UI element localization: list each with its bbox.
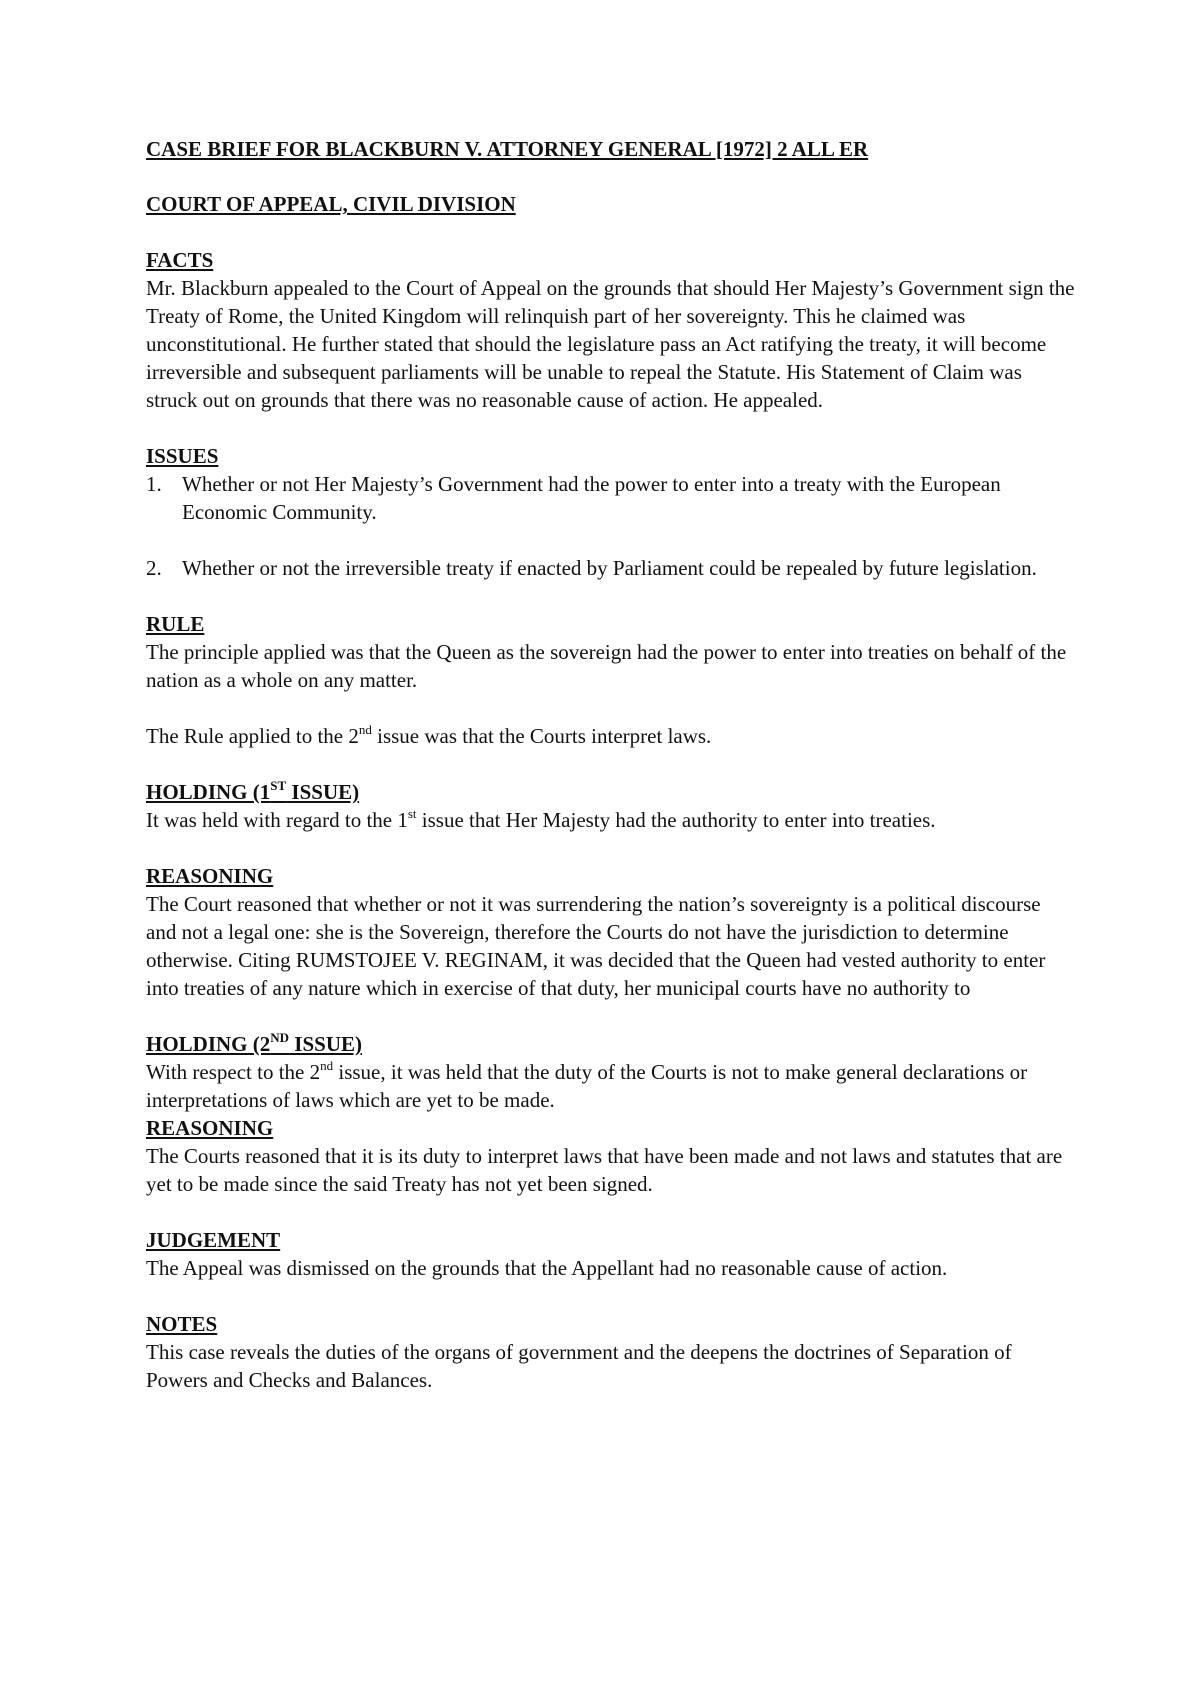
heading-part: HOLDING (2 (146, 1032, 271, 1056)
holding-first-heading (146, 778, 1076, 806)
heading-part: ISSUE) (289, 1032, 362, 1056)
rule-second-issue-text (146, 722, 1076, 750)
ordinal-suffix: ST (270, 778, 287, 793)
heading-part: ISSUE) (286, 780, 360, 804)
holding-second-heading (146, 1030, 1076, 1058)
issue-text: Whether or not Her Majesty’s Government had the power to enter into a treaty with the European Economic Community. (182, 472, 1001, 524)
issue-number: 1. (146, 472, 162, 496)
holding-text-part: issue, it was held that the duty of the Courts is not to make general declarations or interpretations of laws which are yet to be made. (146, 1060, 1028, 1112)
document-page (146, 135, 1076, 1394)
rule-text-part: The Rule applied to the 2 (146, 724, 359, 748)
issue-text: Whether or not the irreversible treaty if enacted by Parliament could be repealed by future legislation. (182, 556, 1037, 580)
reasoning-first-section (146, 862, 1076, 1002)
reasoning-second-heading: REASONING (146, 1116, 274, 1140)
issue-item (146, 470, 1076, 526)
rule-heading: RULE (146, 612, 205, 636)
ordinal-suffix: nd (320, 1058, 334, 1073)
ordinal-suffix: ND (270, 1030, 290, 1045)
issues-heading: ISSUES (146, 444, 219, 468)
judgement-section (146, 1226, 1076, 1282)
facts-text: Mr. Blackburn appealed to the Court of Appeal on the grounds that should Her Majesty’s Government sign the Treaty of Rome, the United Kingdom will relinquish part of her sovereignty. This he claimed was unconstitutional. He further stated that should the legislature pass an Act ratifying the treaty, it will become irreversible and subsequent parliaments will be unable to repeal the Statute. His Statement of Claim was struck out on grounds that there was no reasonable cause of action. He appealed. (146, 276, 1075, 412)
issues-section (146, 442, 1076, 582)
holding-text-part: It was held with regard to the 1 (146, 808, 408, 832)
reasoning-first-heading: REASONING (146, 864, 274, 888)
heading-part: HOLDING (1 (146, 780, 271, 804)
document-title: CASE BRIEF FOR BLACKBURN V. ATTORNEY GENERAL [1972] 2 ALL ER (146, 137, 869, 161)
rule-text: The principle applied was that the Queen as the sovereign had the power to enter into treaties on behalf of the nation as a whole on any matter. (146, 640, 1067, 692)
judgement-text: The Appeal was dismissed on the grounds that the Appellant had no reasonable cause of action. (146, 1256, 948, 1280)
issue-number: 2. (146, 556, 162, 580)
holding-first-text (146, 806, 1076, 834)
holding-second-text (146, 1058, 1076, 1114)
reasoning-second-text: The Courts reasoned that it is its duty to interpret laws that have been made and not laws and statutes that are yet to be made since the said Treaty has not yet been signed. (146, 1144, 1063, 1196)
holding-text-part: issue that Her Majesty had the authority to enter into treaties. (416, 808, 936, 832)
notes-heading: NOTES (146, 1312, 218, 1336)
notes-text: This case reveals the duties of the organs of government and the deepens the doctrines of Separation of Powers and Checks and Balances. (146, 1340, 1012, 1392)
court-name: COURT OF APPEAL, CIVIL DIVISION (146, 192, 516, 216)
holding-text-part: With respect to the 2 (146, 1060, 321, 1084)
reasoning-second-section (146, 1114, 1076, 1198)
ordinal-suffix: st (407, 806, 417, 821)
facts-section (146, 246, 1076, 414)
holding-first-section (146, 778, 1076, 834)
ordinal-suffix: nd (358, 722, 372, 737)
rule-section (146, 610, 1076, 750)
judgement-heading: JUDGEMENT (146, 1228, 281, 1252)
facts-heading: FACTS (146, 248, 214, 272)
notes-section (146, 1310, 1076, 1394)
rule-text-part: issue was that the Courts interpret laws. (371, 724, 712, 748)
issue-item (146, 554, 1076, 582)
holding-second-section (146, 1030, 1076, 1114)
issues-list (146, 470, 1076, 582)
reasoning-first-text: The Court reasoned that whether or not it was surrendering the nation’s sovereignty is a political discourse and not a legal one: she is the Sovereign, therefore the Courts do not have the jurisdiction to determine otherwise. Citing RUMSTOJEE V. REGINAM, it was decided that the Queen had vested authority to enter into treaties of any nature which in exercise of that duty, her municipal courts have no authority to (146, 892, 1046, 1000)
